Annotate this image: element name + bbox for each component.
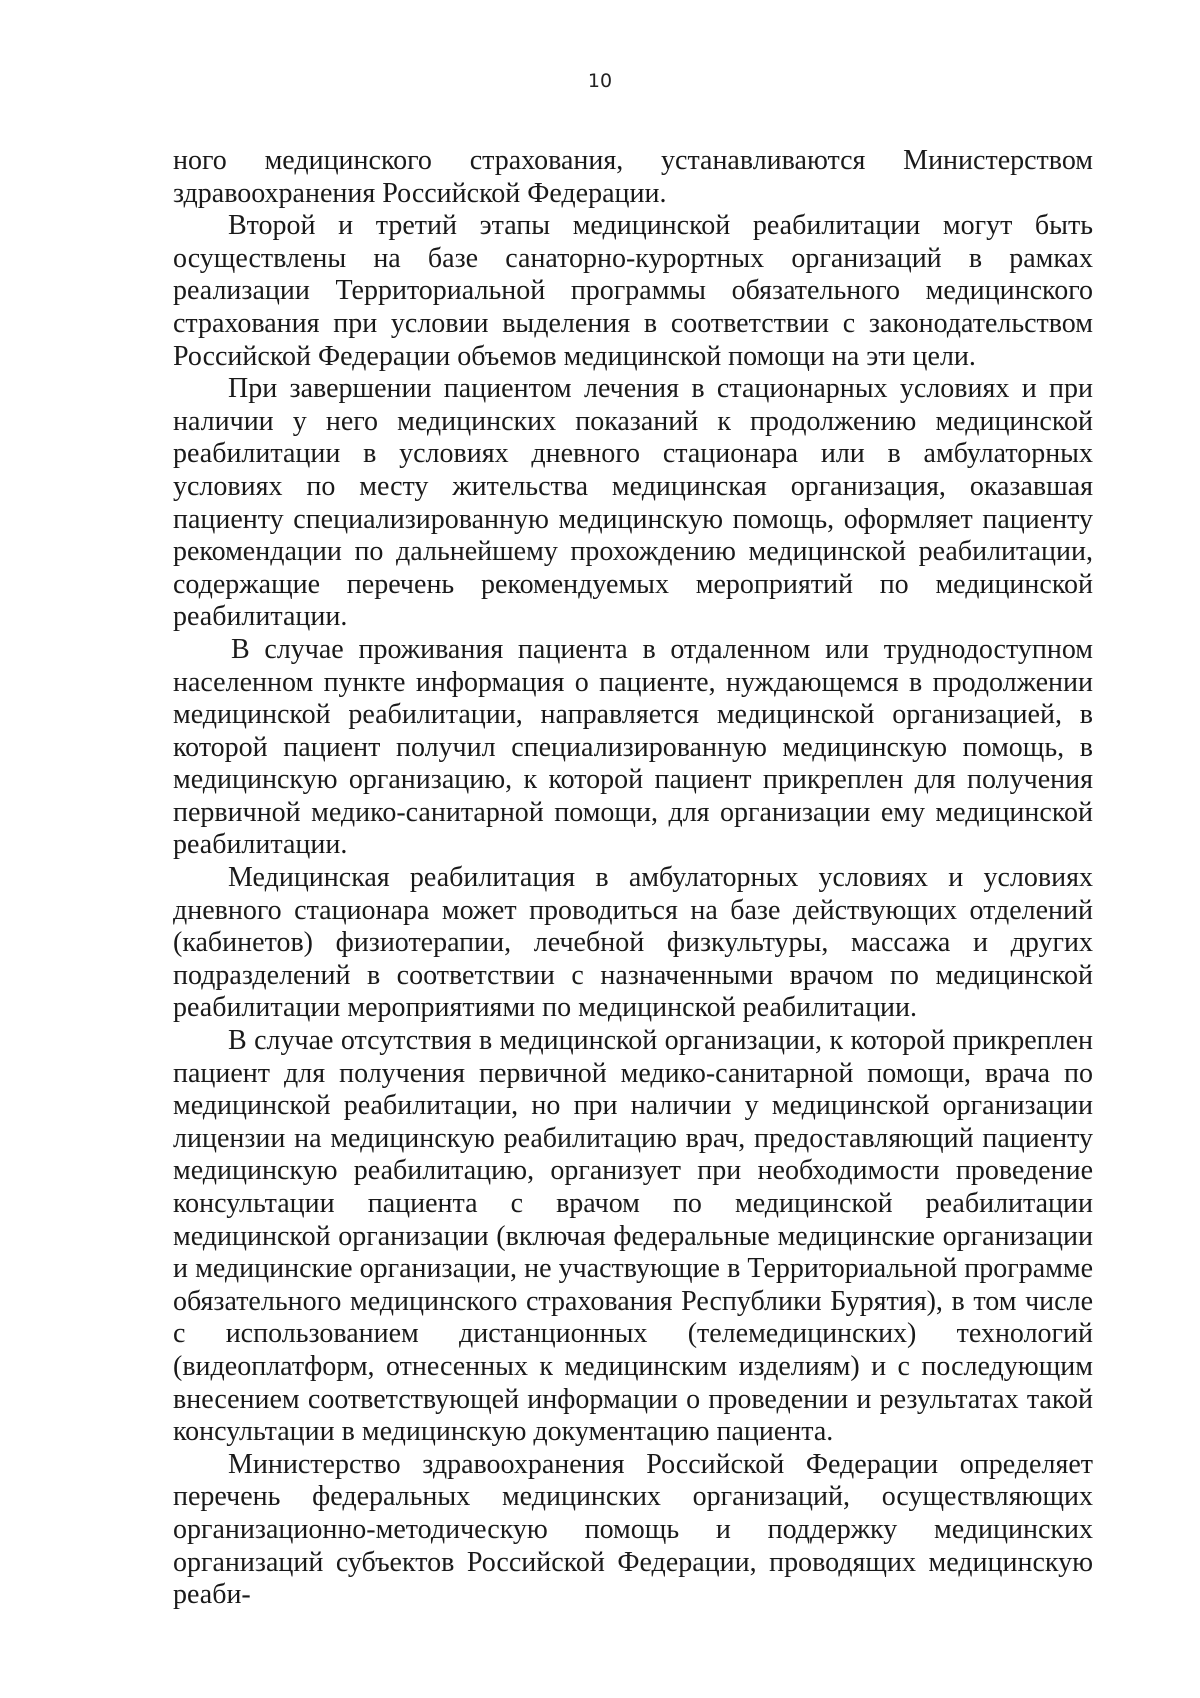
paragraph-rehab-sanatorium: Второй и третий этапы медицинской реабилитации могут быть осуществлены на базе санаторно-курортных организаций в рамках реализации Территориальной программы обязательного медицинского страхования при условии выделения в соответствии с законодательством Российской Федерации объемов медицинской помощи на эти цели. xyxy=(173,210,1093,372)
paragraph-ministry-list: Министерство здравоохранения Российской Федерации определяет перечень федеральных медицинских организаций, осуществляющих организационно-методическую помощь и поддержку медицинских организаций субъектов Российской Федерации, проводящих медицинскую реаби- xyxy=(173,1448,1093,1611)
paragraph-consultation: В случае отсутствия в медицинской организации, к которой прикреплен пациент для получения первичной медико-санитарной помощи, врача по медицинской реабилитации, но при наличии у медицинской организации лицензии на медицинскую реабилитацию врач, предоставляющий пациенту медицинскую реабилитацию, организует при необходимости проведение консультации пациента с врачом по медицинской реабилитации медицинской организации (включая федеральные медицинские организации и медицинские организации, не участвующие в Территориальной программе обязательного медицинского страхования Республики Бурятия), в том числе с использованием дистанционных (телемедицинских) технологий (видеоплатформ, отнесенных к медицинским изделиям) и с последующим внесением соответствующей информации о проведении и результатах такой консультации в медицинскую документацию пациента. xyxy=(173,1025,1093,1448)
paragraph-rehab-recommendations: При завершении пациентом лечения в стационарных условиях и при наличии у него медицинских показаний к продолжению медицинской реабилитации в условиях дневного стационара или в амбулаторных условиях по месту жительства медицинская организация, оказавшая пациенту специализированную медицинскую помощь, оформляет пациенту рекомендации по дальнейшему прохождению медицинской реабилитации, содержащие перечень рекомендуемых мероприятий по медицинской реабилитации. xyxy=(173,373,1093,633)
paragraph-remote-residence: В случае проживания пациента в отдаленном или труднодоступном населенном пункте информация о пациенте, нуждающемся в продолжении медицинской реабилитации, направляется медицинской организацией, в которой пациент получил специализированную медицинскую помощь, в медицинскую организацию, к которой пациент прикреплен для получения первичной медико-санитарной помощи, для организации ему медицинской реабилитации. xyxy=(173,633,1093,861)
document-body xyxy=(173,145,1093,1612)
paragraph-continuation: ного медицинского страхования, устанавливаются Министерством здравоохранения Российской Федерации. xyxy=(173,145,1093,209)
page-number: 10 xyxy=(587,70,613,92)
paragraph-ambulatory-rehab: Медицинская реабилитация в амбулаторных условиях и условиях дневного стационара может проводиться на базе действующих отделений (кабинетов) физиотерапии, лечебной физкультуры, массажа и других подразделений в соответствии с назначенными врачом по медицинской реабилитации мероприятиями по медицинской реабилитации. xyxy=(173,862,1093,1024)
